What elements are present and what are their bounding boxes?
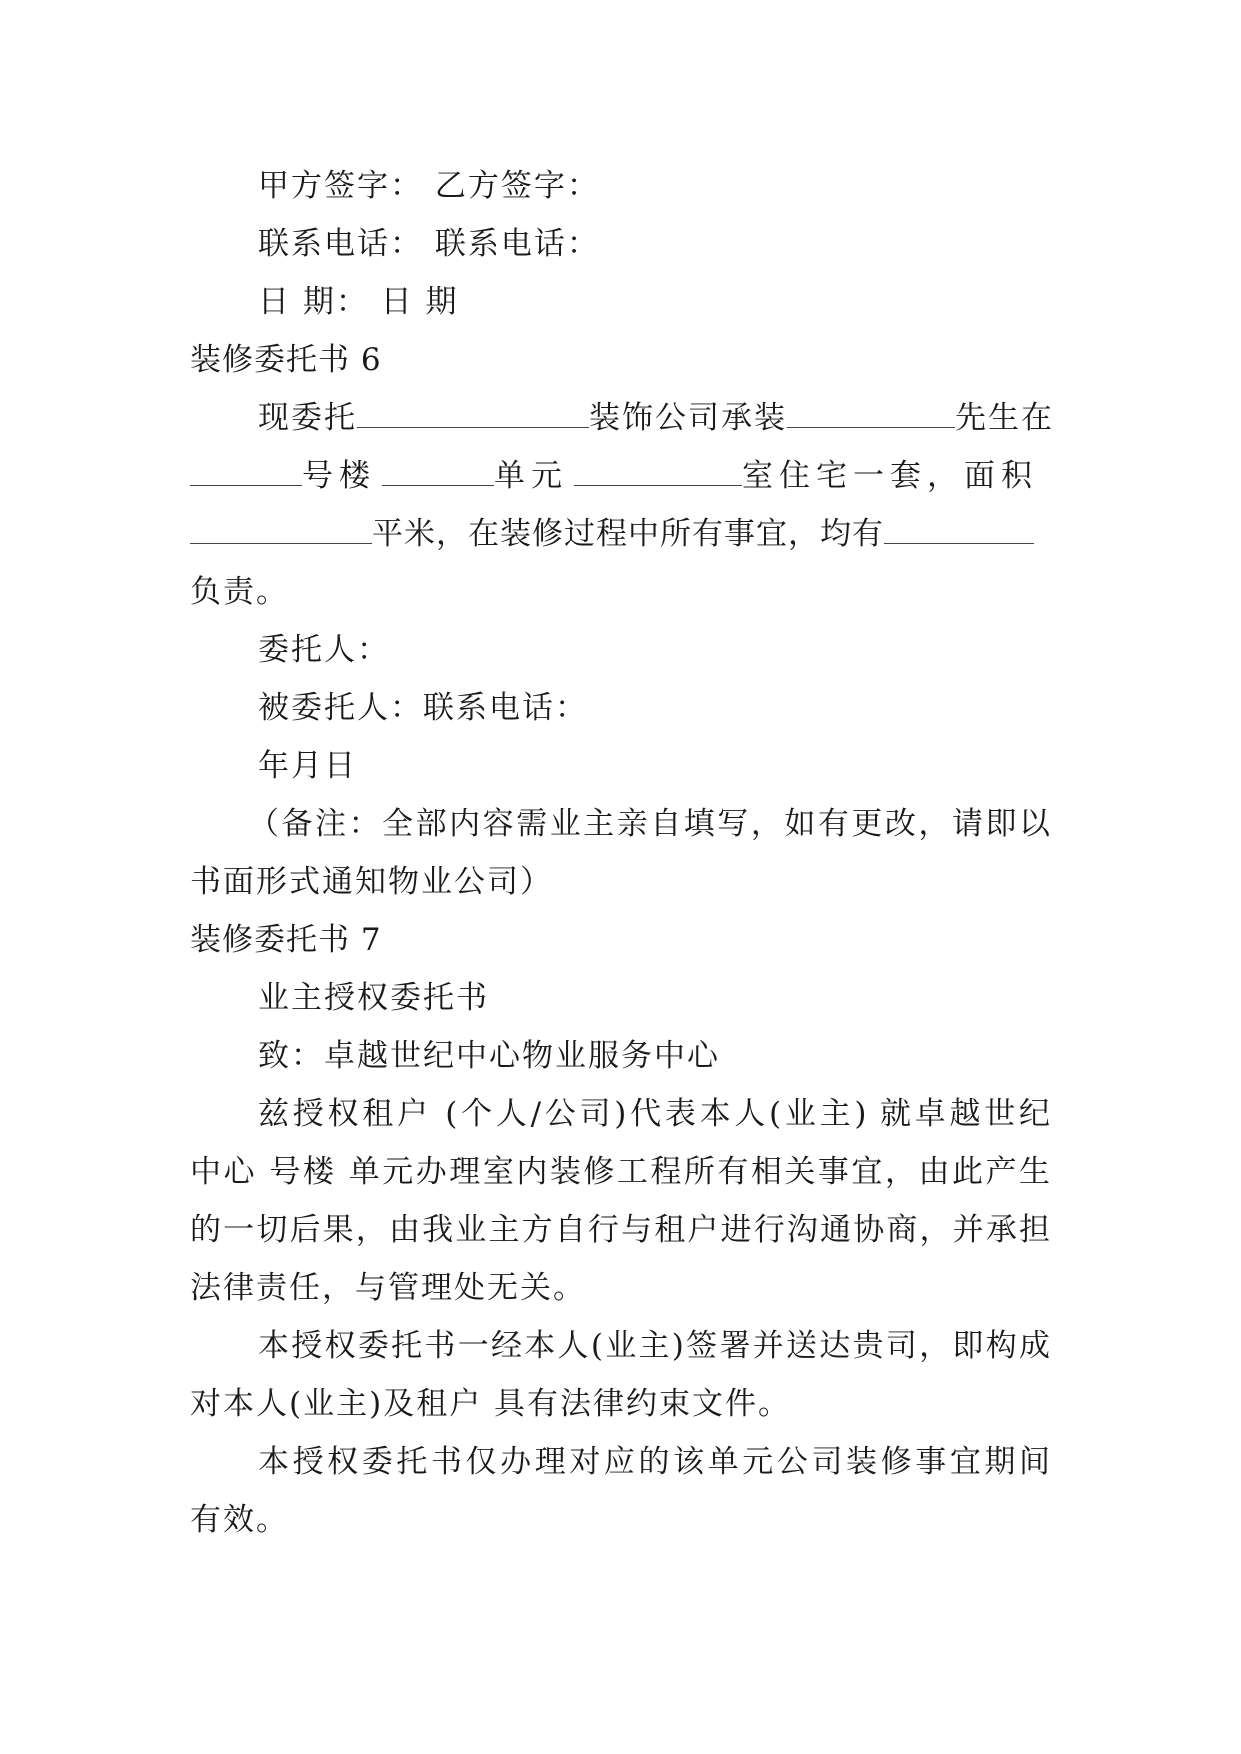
s6-paragraph-line-3 <box>190 514 1034 554</box>
s7-paragraph-1-line-1: 兹授权租户 (个人/公司)代表本人(业主) 就卓越世纪 <box>258 1096 1050 1132</box>
note-line-2: 书面形式通知物业公司） <box>190 864 553 900</box>
signature-line-phone: 联系电话： 联系电话： <box>258 226 600 262</box>
s6-paragraph-line-4: 负责。 <box>190 574 289 610</box>
s6-text: 先生在 <box>955 400 1054 436</box>
s7-paragraph-1-line-2: 中心 号楼 单元办理室内装修工程所有相关事宜，由此产生 <box>190 1154 1050 1190</box>
fill-blank-room <box>574 459 742 486</box>
s6-paragraph-line-1 <box>258 398 1054 438</box>
s7-paragraph-3-line-1: 本授权委托书仅办理对应的该单元公司装修事宜期间 <box>258 1444 1050 1480</box>
principal-label: 委托人： <box>258 632 390 668</box>
s7-paragraph-3-line-2: 有效。 <box>190 1502 289 1538</box>
s6-text: 号楼 <box>302 458 376 494</box>
s6-text: 装饰公司承装 <box>589 400 787 436</box>
s6-text: 平米，在装修过程中所有事宜，均有 <box>372 516 884 552</box>
date-label: 年月日 <box>258 748 357 784</box>
fill-blank-area <box>190 517 372 544</box>
section-title-6: 装修委托书 6 <box>190 342 382 378</box>
agent-label: 被委托人：联系电话： <box>258 690 588 726</box>
s6-text: 室住宅一套，面积 <box>742 458 1038 494</box>
s6-text: 现委托 <box>258 400 357 436</box>
s7-paragraph-1-line-4: 法律责任，与管理处无关。 <box>190 1270 586 1306</box>
fill-blank-responsible <box>884 517 1034 544</box>
s7-subtitle: 业主授权委托书 <box>258 980 489 1016</box>
fill-blank-company <box>357 401 589 428</box>
s7-addressee: 致：卓越世纪中心物业服务中心 <box>258 1038 720 1074</box>
fill-blank-unit <box>382 459 494 486</box>
fill-blank-name <box>787 401 955 428</box>
signature-line-date: 日 期： 日 期 <box>258 284 459 320</box>
s7-paragraph-1-line-3: 的一切后果，由我业主方自行与租户进行沟通协商，并承担 <box>190 1212 1050 1248</box>
s6-text: 单元 <box>494 458 568 494</box>
fill-blank-building <box>190 459 302 486</box>
s7-paragraph-2-line-1: 本授权委托书一经本人(业主)签署并送达贵司，即构成 <box>258 1328 1050 1364</box>
s7-paragraph-2-line-2: 对本人(业主)及租户 具有法律约束文件。 <box>190 1386 792 1422</box>
note-line-1: （备注：全部内容需业主亲自填写，如有更改，请即以 <box>248 806 1050 842</box>
s6-paragraph-line-2 <box>190 456 1038 496</box>
signature-line-parties: 甲方签字： 乙方签字： <box>258 168 600 204</box>
section-title-7: 装修委托书 7 <box>190 922 382 958</box>
